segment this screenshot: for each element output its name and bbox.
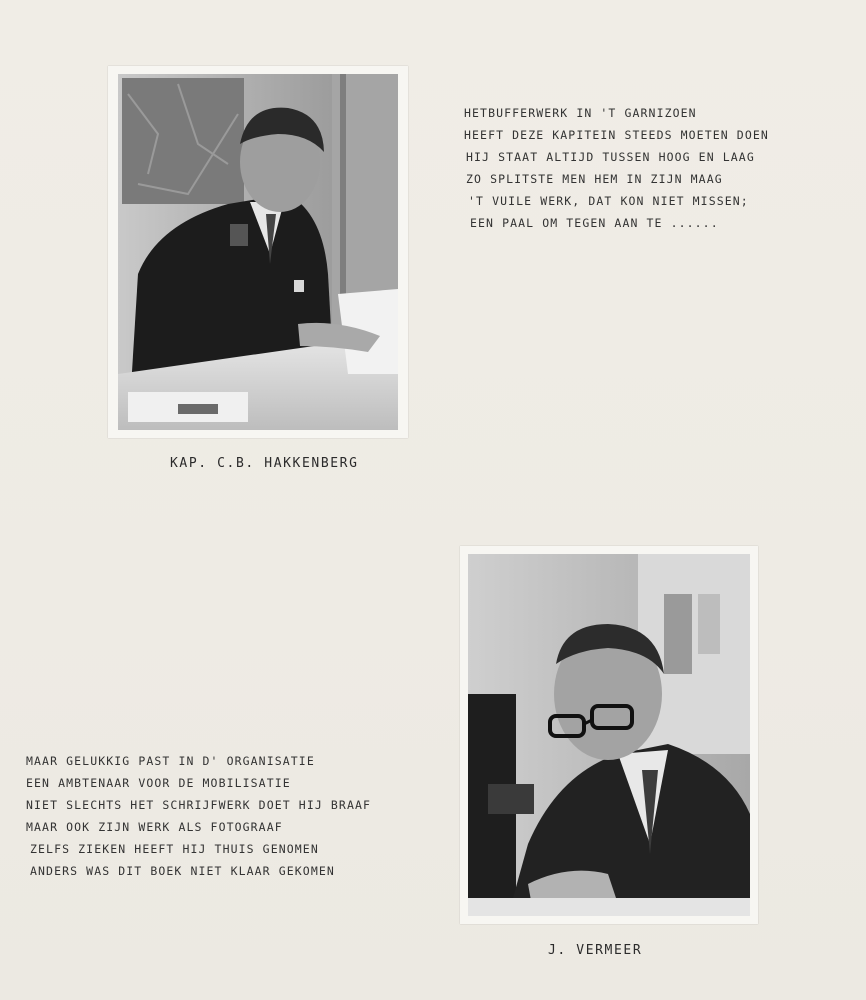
poem-kapitein — [464, 102, 769, 234]
photo-kapitein — [108, 66, 408, 438]
poem-line: NIET SLECHTS HET SCHRIJFWERK DOET HIJ BRAAF — [26, 798, 372, 812]
poem-line: ZO SPLITSTE MEN HEM IN ZIJN MAAG — [466, 172, 723, 186]
poem-line: HETBUFFERWERK IN 'T GARNIZOEN — [464, 106, 697, 120]
poem-line: EEN AMBTENAAR VOOR DE MOBILISATIE — [26, 776, 291, 790]
poem-line: MAAR OOK ZIJN WERK ALS FOTOGRAAF — [26, 820, 283, 834]
poem-line: ANDERS WAS DIT BOEK NIET KLAAR GEKOMEN — [30, 864, 335, 878]
poem-line: EEN PAAL OM TEGEN AAN TE ...... — [470, 216, 719, 230]
poem-line: MAAR GELUKKIG PAST IN D' ORGANISATIE — [26, 754, 315, 768]
caption-kapitein: KAP. C.B. HAKKENBERG — [170, 456, 359, 471]
poem-line: HEEFT DEZE KAPITEIN STEEDS MOETEN DOEN — [464, 128, 769, 142]
caption-vermeer: J. VERMEER — [548, 943, 643, 958]
photo-vermeer — [460, 546, 758, 924]
poem-vermeer — [26, 750, 371, 882]
poem-line: ZELFS ZIEKEN HEEFT HIJ THUIS GENOMEN — [30, 842, 319, 856]
poem-line: HIJ STAAT ALTIJD TUSSEN HOOG EN LAAG — [466, 150, 755, 164]
poem-line: 'T VUILE WERK, DAT KON NIET MISSEN; — [468, 194, 749, 208]
